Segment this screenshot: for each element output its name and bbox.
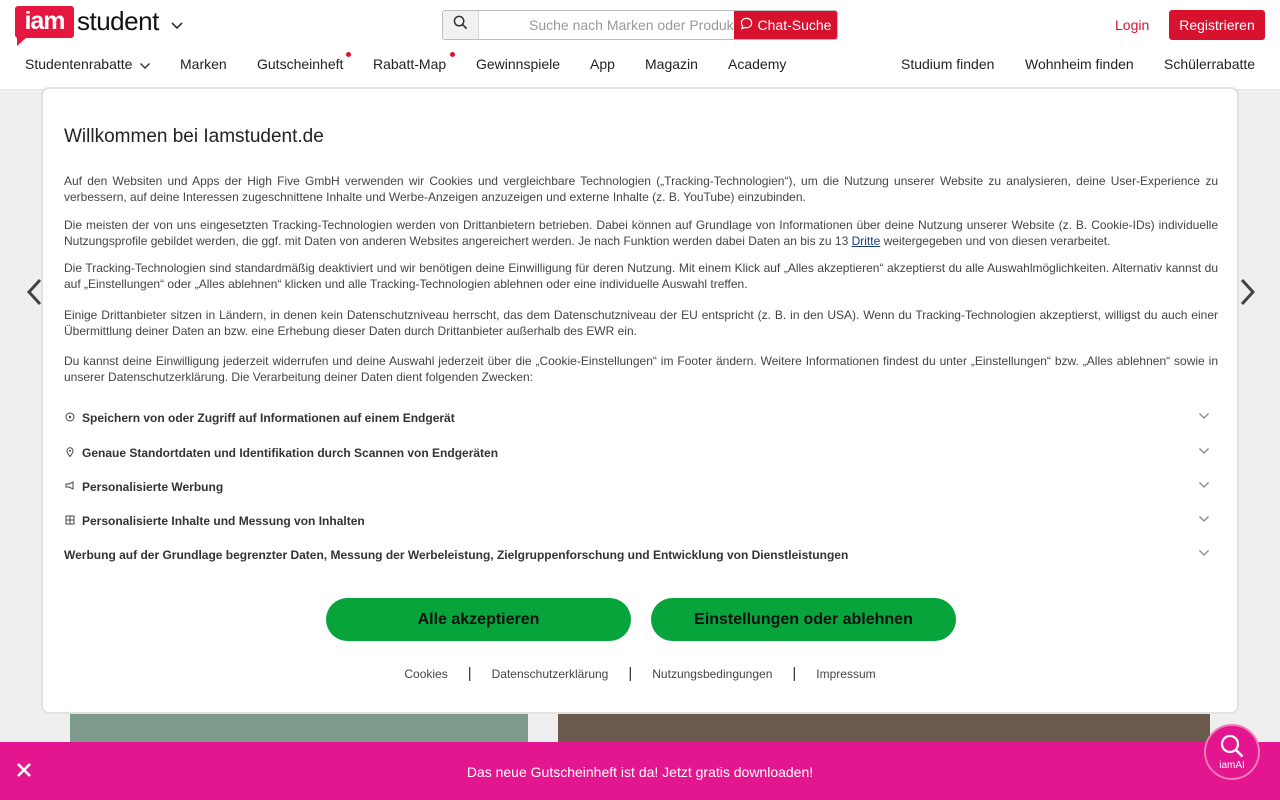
terms-of-use-link[interactable]: Nutzungsbedingungen [652, 666, 773, 681]
chevron-down-icon [1198, 546, 1210, 560]
cookie-consent-dialog [41, 87, 1239, 714]
chevron-down-icon[interactable] [170, 18, 184, 34]
chevron-down-icon [1198, 444, 1210, 458]
nav-item-marken[interactable]: Marken [180, 56, 227, 72]
promo-banner [0, 742, 1280, 800]
settings-or-reject-button[interactable]: Einstellungen oder ablehnen [651, 598, 956, 641]
purpose-label: Speichern von oder Zugriff auf Informationen auf einem Endgerät [82, 411, 455, 425]
main-nav [0, 56, 1280, 76]
notification-dot [346, 52, 351, 57]
search-icon [453, 15, 468, 35]
consent-paragraph-2-text-end: weitergegeben und von diesen verarbeitet. [880, 233, 1111, 248]
cookies-link[interactable]: Cookies [404, 666, 448, 681]
chevron-down-icon [139, 57, 151, 73]
chat-bubble-icon [740, 17, 753, 33]
promo-banner-text[interactable]: Das neue Gutscheinheft ist da! Jetzt gratis downloaden! [466, 764, 814, 780]
link-separator: | [628, 665, 633, 682]
link-separator: | [792, 665, 797, 682]
purpose-label: Personalisierte Werbung [82, 480, 224, 494]
link-separator: | [467, 665, 472, 682]
location-pin-icon [64, 447, 76, 460]
login-link[interactable]: Login [1115, 17, 1150, 33]
chevron-down-icon [1198, 409, 1210, 423]
purpose-item[interactable] [64, 512, 1218, 530]
megaphone-icon [64, 481, 76, 493]
consent-title: Willkommen bei Iamstudent.de [64, 126, 324, 147]
accept-all-button[interactable]: Alle akzeptieren [326, 598, 631, 641]
chevron-down-icon [1198, 512, 1210, 526]
purpose-label: Werbung auf der Grundlage begrenzter Daten, Messung der Werbeleistung, Zielgruppenforschung und Entwicklung von Dienstleistungen [64, 548, 849, 562]
carousel-next-icon[interactable] [1238, 276, 1258, 316]
nav-item-gewinnspiele[interactable]: Gewinnspiele [476, 56, 561, 72]
nav-item-label: Rabatt-Map [373, 56, 447, 72]
search-bar [442, 10, 838, 40]
search-input[interactable] [479, 11, 734, 39]
nav-item-studentenrabatte[interactable] [25, 56, 151, 73]
consent-paragraph-5: Du kannst deine Einwilligung jederzeit widerrufen und deine Auswahl jederzeit über die „Cookie-Einstellungen“ im Footer ändern. Weitere Informationen findest du unter „Einstellungen“ bzw. „Alles ablehnen“ sowie in unserer Datenschutzerklärung. Die Verarbeitung deiner Daten dient folgenden Zwecken: [64, 354, 1218, 384]
consent-paragraph-2 [64, 218, 1218, 249]
logo-badge: iam [15, 6, 74, 38]
register-button[interactable]: Registrieren [1169, 10, 1265, 40]
logo-text: student [77, 6, 159, 36]
nav-item-academy[interactable]: Academy [728, 56, 787, 72]
nav-item-schuelerrabatte[interactable]: Schülerrabatte [1164, 56, 1256, 72]
search-button[interactable] [443, 11, 479, 39]
consent-paragraph-1: Auf den Websiten und Apps der High Five GmbH verwenden wir Cookies und vergleichbare Technologien („Tracking-Technologien“), um die Nutzung unserer Website zu analysieren, deine User-Experience zu verbessern, auf deine Interessen zugeschnittene Inhalte und Werbe-Anzeigen anzuzeigen und externe Inhalte (z. B. YouTube) einzubinden. [64, 174, 1218, 204]
content-icon [64, 515, 76, 528]
nav-item-wohnheim-finden[interactable]: Wohnheim finden [1025, 56, 1134, 72]
imprint-link[interactable]: Impressum [816, 666, 876, 681]
site-logo[interactable] [15, 6, 159, 44]
nav-item-rabatt-map[interactable] [373, 56, 446, 72]
purpose-label: Personalisierte Inhalte und Messung von Inhalten [82, 514, 365, 528]
ai-assistant-button[interactable] [1204, 724, 1260, 780]
site-header [0, 0, 1280, 90]
consent-footer-links [43, 665, 1237, 682]
consent-paragraph-3: Die Tracking-Technologien sind standardmäßig deaktiviert und wir benötigen deine Einwilligung für deren Nutzung. Mit einem Klick auf „Alles akzeptieren“ akzeptierst du alle Auswahlmöglichkeiten. Alternativ kannst du auf „Einstellungen“ oder „Alles ablehnen“ klicken und alle Tracking-Technologien ablehnen oder eine individuelle Auswahl treffen. [64, 261, 1218, 291]
consent-paragraph-2-text: Die meisten der von uns eingesetzten Tracking-Technologien werden von Drittanbietern betrieben. Dabei können auf Grundlage von Informationen über deine Nutzung unserer Website (z. B. Cookie-IDs) individuelle Nutzungsprofile gebildet werden, die ggf. mit Daten von anderen Websites angereichert werden. Je nach Funktion werden dabei Daten an bis zu 13 [64, 218, 1218, 248]
nav-item-magazin[interactable]: Magazin [645, 56, 698, 72]
nav-item-gutscheinheft[interactable] [257, 56, 343, 72]
purpose-label: Genaue Standortdaten und Identifikation durch Scannen von Endgeräten [82, 446, 499, 460]
purpose-item[interactable] [64, 409, 1218, 427]
privacy-policy-link[interactable]: Datenschutzerklärung [491, 666, 609, 681]
purpose-item[interactable] [64, 444, 1218, 462]
notification-dot [450, 52, 455, 57]
purpose-item[interactable] [64, 478, 1218, 496]
nav-item-studium-finden[interactable]: Studium finden [901, 56, 995, 72]
nav-item-label: Gutscheinheft [257, 56, 344, 72]
ai-assistant-label: iamAI [1219, 760, 1245, 771]
nav-item-label: Studentenrabatte [25, 56, 133, 72]
third-parties-link[interactable]: Dritte [851, 233, 881, 248]
chat-search-label: Chat-Suche [757, 17, 832, 33]
chat-search-button[interactable] [734, 11, 837, 39]
device-icon [64, 412, 76, 425]
chevron-down-icon [1198, 478, 1210, 492]
purpose-item[interactable] [64, 546, 1218, 564]
nav-item-app[interactable]: App [590, 56, 615, 72]
consent-paragraph-4: Einige Drittanbieter sitzen in Ländern, in denen kein Datenschutzniveau herrscht, das dem Datenschutzniveau der EU entspricht (z. B. in den USA). Wenn du Tracking-Technologien akzeptierst, willigst du auch einer Übermittlung deiner Daten an bzw. eine Erhebung dieser Daten durch Drittanbieter außerhalb des EWR ein. [64, 308, 1218, 338]
